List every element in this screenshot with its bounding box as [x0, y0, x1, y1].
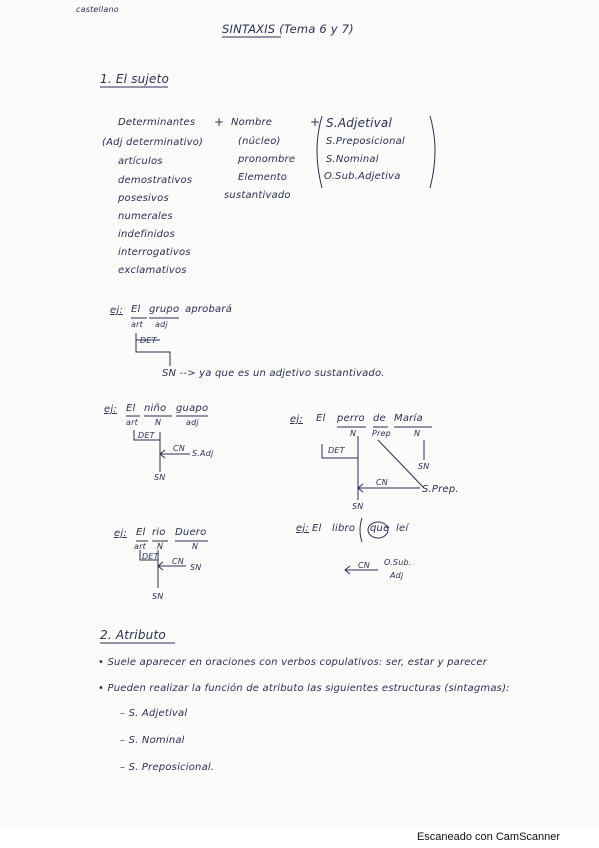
det-item: artículos [118, 156, 163, 167]
det-label: DET [138, 431, 155, 440]
cn-label: CN [376, 478, 388, 487]
example-note: SN --> ya que es un adjetivo sustantivado. [162, 368, 385, 379]
word-tag: Prep [372, 429, 391, 438]
noun-item: Elemento [238, 172, 288, 183]
word: grupo [149, 304, 180, 315]
word: El [312, 523, 322, 534]
word: niño [144, 403, 167, 414]
word: El [136, 527, 146, 538]
cn-label: CN [358, 561, 370, 570]
example-label: ej: [290, 414, 303, 425]
sn-label: SN [154, 473, 166, 482]
plus-sign: + [214, 115, 225, 129]
structure-item: – S. Adjetival [120, 708, 188, 719]
sadj-label: S.Adj [192, 449, 214, 458]
sn-label: SN [152, 592, 164, 601]
example-label: ej: [110, 305, 123, 316]
cn-label: CN [173, 444, 185, 453]
word: de [373, 413, 386, 424]
word-tag: N [350, 429, 357, 438]
complement-item: S.Preposicional [326, 136, 405, 147]
word: El [126, 403, 136, 414]
structure-item-text: S. Preposicional. [128, 762, 215, 773]
word: rio [152, 527, 166, 538]
example-label: ej: [296, 523, 309, 534]
section1-heading: 1. El sujeto [100, 72, 170, 86]
word-tag: art [131, 320, 143, 329]
complement-item: O.Sub.Adjetiva [324, 171, 401, 182]
structure-item: – S. Preposicional. [120, 762, 215, 773]
structure-item-text: S. Adjetival [128, 708, 188, 719]
bullet-2: • Pueden realizar la función de atributo las siguientes estructuras (sintagmas): [98, 683, 510, 694]
sn-inner-label: SN [418, 462, 430, 471]
author-name: castellano [76, 5, 119, 14]
example-label: ej: [114, 528, 127, 539]
word: que [370, 523, 390, 534]
structure-item: – S. Nominal [120, 735, 185, 746]
det-item: interrogativos [118, 247, 191, 258]
complement-item: S.Adjetival [326, 116, 393, 130]
plus-sign: + [310, 115, 321, 129]
noun-item: pronombre [238, 154, 296, 165]
word-tag: art [126, 418, 138, 427]
cn-label: CN [172, 557, 184, 566]
word: María [394, 413, 423, 424]
det-item: exclamativos [118, 265, 187, 276]
word: guapo [176, 403, 209, 414]
word-tag: N [414, 429, 421, 438]
structure-item-text: S. Nominal [128, 735, 185, 746]
word: El [131, 304, 141, 315]
word: El [316, 413, 326, 424]
section2-heading: 2. Atributo [100, 628, 166, 642]
det-label: DET [142, 552, 159, 561]
det-item: demostrativos [118, 175, 193, 186]
word-tag: N [192, 542, 199, 551]
word-tag: N [157, 542, 164, 551]
sprep-label: S.Prep. [422, 484, 459, 495]
word: Duero [175, 527, 207, 538]
sn-label: SN [352, 502, 364, 511]
word: perro [337, 413, 365, 424]
word-tag: N [155, 418, 162, 427]
complement-item: S.Nominal [326, 154, 379, 165]
det-item: indefinidos [118, 229, 175, 240]
osub-label: Adj [390, 571, 404, 580]
word: leí [396, 523, 409, 534]
osub-label: O.Sub. [384, 558, 412, 567]
word-tag: adj [155, 320, 168, 329]
example-label: ej: [104, 404, 117, 415]
bullet-2-text: Pueden realizar la función de atributo las siguientes estructuras (sintagmas): [107, 683, 510, 694]
det-label: DET [328, 446, 345, 455]
word: aprobará [185, 304, 233, 315]
sn-right-label: SN [190, 563, 202, 572]
det-label: DET [140, 336, 157, 345]
bullet-1: • Suele aparecer en oraciones con verbos copulativos: ser, estar y parecer [98, 657, 488, 668]
noun-item: sustantivado [224, 190, 291, 201]
word-tag: art [134, 542, 146, 551]
word-tag: adj [186, 418, 199, 427]
word: libro [332, 523, 356, 534]
det-item: numerales [118, 211, 173, 222]
bullet-1-text: Suele aparecer en oraciones con verbos copulativos: ser, estar y parecer [107, 657, 488, 668]
camscanner-watermark: Escaneado con CamScanner [378, 826, 599, 848]
page-title: SINTAXIS (Tema 6 y 7) [222, 22, 354, 36]
det-item: Determinantes [118, 117, 196, 128]
noun-item: Nombre [231, 117, 273, 128]
det-item: (Adj determinativo) [102, 137, 204, 148]
det-item: posesivos [118, 193, 169, 204]
noun-item: (núcleo) [238, 136, 281, 147]
